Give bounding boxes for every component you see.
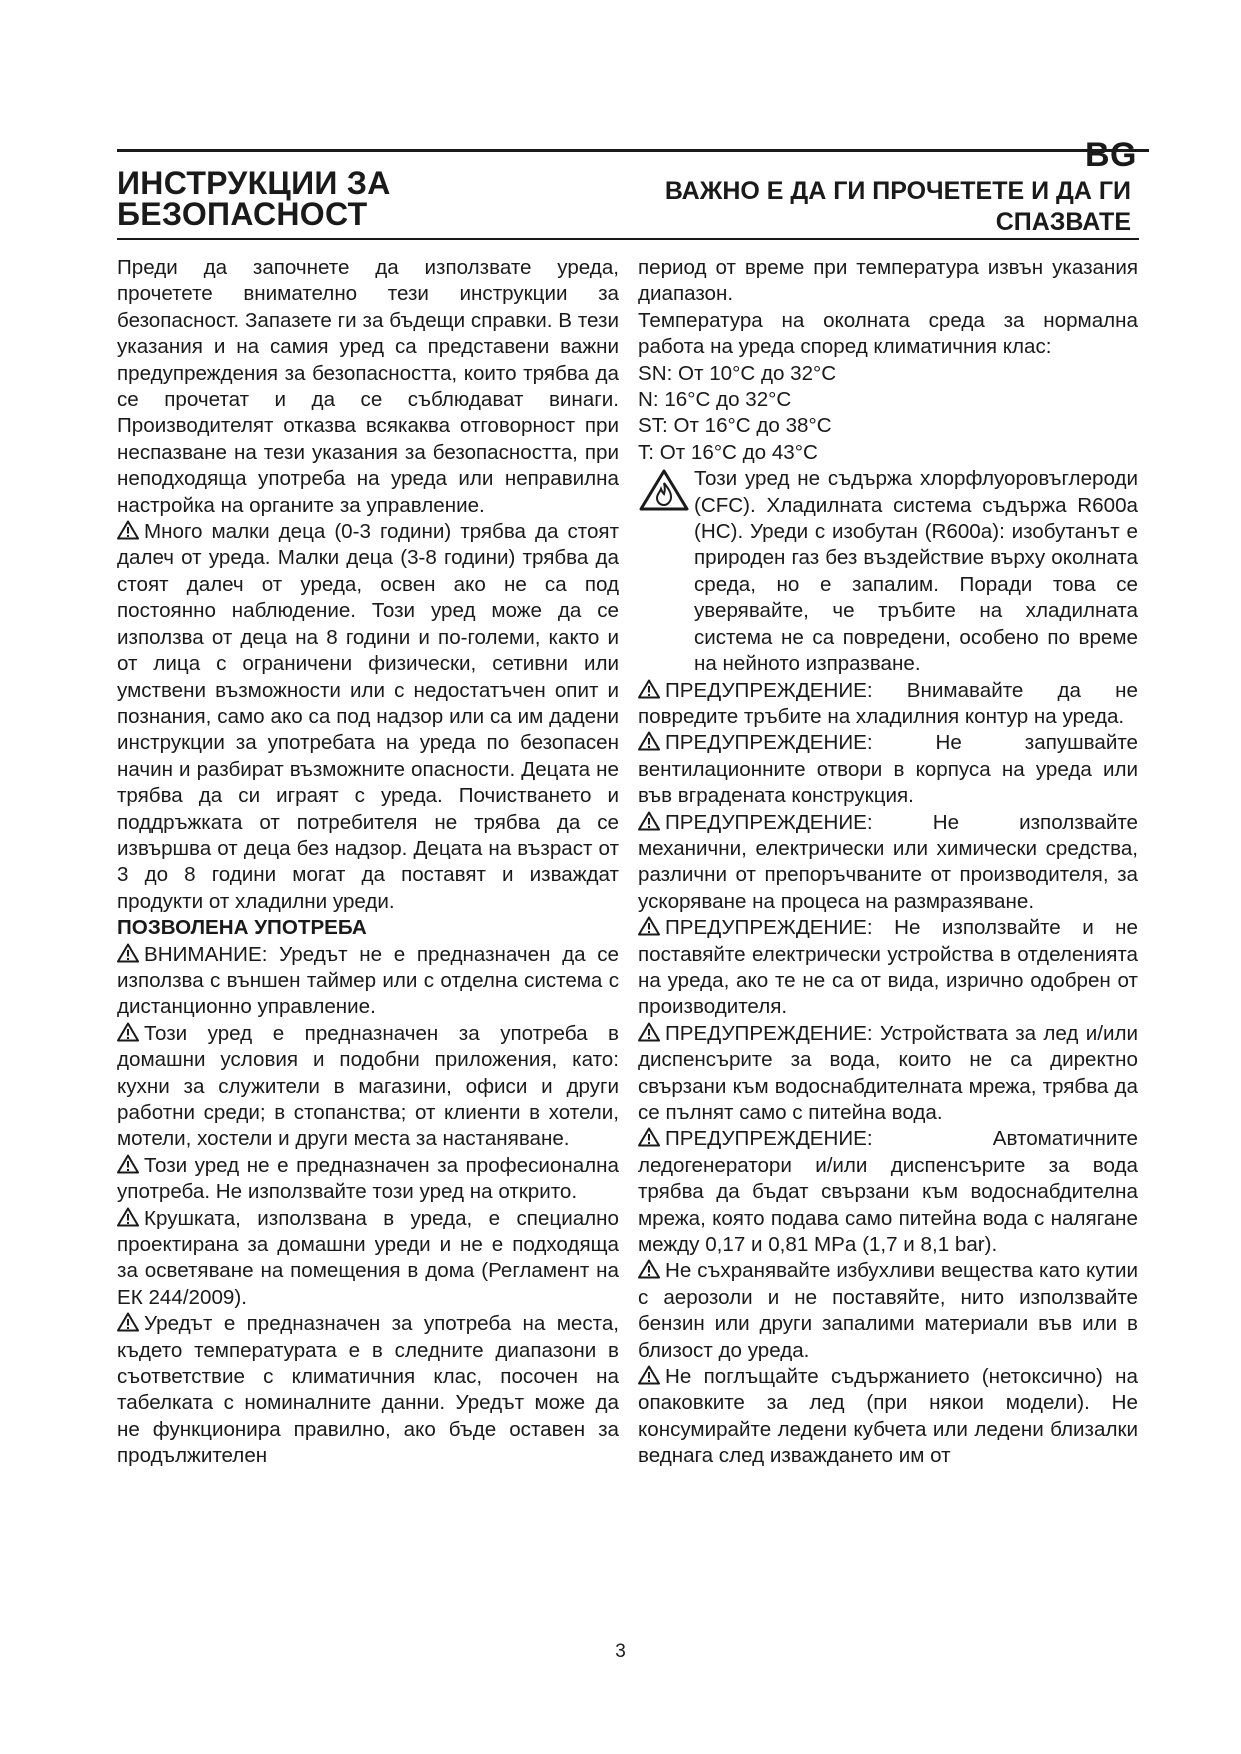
warning-icon	[117, 520, 139, 540]
warning-icon	[117, 1022, 139, 1042]
warning-icon	[638, 1365, 660, 1385]
ice-dispenser-warning: ПРЕДУПРЕЖДЕНИЕ: Устройствата за лед и/или диспенсърите за вода, които не са директно свързани към водоснабдителната мрежа, трябва да се пълнят само с питейна вода.	[638, 1021, 1138, 1124]
warning-icon	[638, 916, 660, 936]
page-number: 3	[615, 1641, 626, 1662]
bulb-warning: Крушката, използвана в уреда, е специално проектирана за домашни уреди и не е подходяща за осветяване на помещения в дома (Регламент на ЕК 244/2009).	[117, 1206, 619, 1309]
flammable-warning-icon	[638, 468, 690, 512]
climate-class-t: T: От 16°C до 43°C	[638, 440, 818, 464]
warning-icon	[117, 943, 139, 963]
climate-class-n: N: 16°C до 32°C	[638, 388, 792, 412]
warning-icon	[638, 679, 660, 699]
explosives-warning: Не съхранявайте избухливи вещества като кутии с аерозоли и не поставяйте, нито използвайте бензин или други запалими материали във или в близост до уреда.	[638, 1259, 1138, 1362]
section-heading: ПОЗВОЛЕНА УПОТРЕБА	[117, 916, 367, 940]
continuation-paragraph: период от време при температура извън указания диапазон.	[638, 256, 1138, 306]
header-rule-top	[117, 149, 1149, 152]
warning-icon	[638, 1127, 660, 1147]
header-rule-bottom	[117, 238, 1139, 240]
temperature-warning: Уредът е предназначен за употреба на места, където температурата е в следните диапазони в съответствие с климатичния клас, посочен на табелката с номиналните данни. Уредът може да не функционира правилно, ако бъде оставен за продължителен	[117, 1312, 619, 1468]
warning-icon	[638, 1022, 660, 1042]
climate-class-sn: SN: От 10°C до 32°C	[638, 361, 837, 385]
electrical-devices-warning: ПРЕДУПРЕЖДЕНИЕ: Не използвайте и не поставяйте електрически устройства в отделенията на уреда, ако те не са от вида, изрично одобрен от производителя.	[638, 916, 1138, 1019]
language-code: BG	[1085, 136, 1137, 174]
warning-icon	[117, 1154, 139, 1174]
intro-paragraph: Преди да започнете да използвате уреда, прочетете внимателно тези инструкции за безопасност. Запазете ги за бъдещи справки. В тези указания и на самия уред са представени важни предупреждения за безопасността, които трябва да се прочетат и да се съблюдават винаги. Производителят отказва всякаква отговорност при неспазване на тези указания за безопасността, при неподходяща употреба на уреда или неправилна настройка на органите за управление.	[117, 256, 619, 517]
water-pressure-warning: ПРЕДУПРЕЖДЕНИЕ: Автоматичните ледогенератори и/или диспенсърите за вода трябва да бъдат свързани към водоснабдителна мрежа, която подава само питейна вода с налягане между 0,17 и 0,81 MPa (1,7 и 8,1 bar).	[638, 1127, 1138, 1257]
ice-pack-warning: Не поглъщайте съдържанието (нетоксично) на опаковките за лед (при някои модели). Не консумирайте ледени кубчета или ледени близалки веднага след изваждането им от	[638, 1365, 1138, 1468]
children-warning: Много малки деца (0-3 години) трябва да стоят далеч от уреда. Малки деца (3-8 години) трябва да стоят далеч от уреда, освен ако не са под постоянно наблюдение. Този уред може да се използва от деца на 8 години и по-големи, както и от лица с ограничени физически, сетивни или умствени възможности или с недостатъчен опит и познания, само ако са под надзор или са им дадени инструкции за употребата на уреда по безопасен начин и разбират възможните опасности. Децата не трябва да си играят с уреда. Почистването и поддръжката от потребителя не трябва да се извършва от деца без надзор. Децата на възраст от 3 до 8 години могат да поставят и изваждат продукти от хладилни уреди.	[117, 520, 619, 913]
flammable-notice: Този уред не съдържа хлорфлуоровъглероди (CFC). Хладилната система съдържа R600a (HC). Уреди с изобутан (R600a): изобутанът е природен газ без въздействие върху околната среда, но е запалим. Поради това се уверявайте, че тръбите на хладилната система не са повредени, особено по време на нейното изпразване.	[638, 466, 1138, 677]
warning-icon	[638, 811, 660, 831]
professional-use-warning: Този уред не е предназначен за професионална употреба. Не използвайте този уред на открито.	[117, 1153, 619, 1204]
domestic-use-warning: Този уред е предназначен за употреба в домашни условия и подобни приложения, като: кухни за служители в магазини, офиси и други работни среди; в стопанства; от клиенти в хотели, мотели, хостели и други места за настаняване.	[117, 1021, 619, 1151]
warning-icon	[638, 1259, 660, 1279]
warning-icon	[117, 1312, 139, 1332]
ventilation-warning: ПРЕДУПРЕЖДЕНИЕ: Не запушвайте вентилационните отвори в корпуса на уреда или във вградената конструкция.	[638, 731, 1138, 808]
warning-icon	[117, 1207, 139, 1227]
timer-warning: ВНИМАНИЕ: Уредът не е предназначен да се използва с външен таймер или с отделна система с дистанционно управление.	[117, 942, 619, 1019]
page-title: ИНСТРУКЦИИ ЗА БЕЗОПАСНОСТ	[117, 165, 391, 232]
warning-icon	[638, 731, 660, 751]
defrost-warning: ПРЕДУПРЕЖДЕНИЕ: Не използвайте механични, електрически или химически средства, различни от препоръчваните от производителя, за ускоряване на процеса на размразяване.	[638, 810, 1138, 913]
right-column	[638, 255, 1138, 1470]
page-subtitle: ВАЖНО Е ДА ГИ ПРОЧЕТЕТЕ И ДА ГИ СПАЗВАТЕ	[664, 177, 1131, 236]
climate-class-st: ST: От 16°C до 38°C	[638, 414, 832, 438]
pipes-warning: ПРЕДУПРЕЖДЕНИЕ: Внимавайте да не повредите тръбите на хладилния контур на уреда.	[638, 678, 1138, 728]
left-column	[117, 255, 619, 1470]
ambient-temperature-intro: Температура на околната среда за нормална работа на уреда според климатичния клас:	[638, 308, 1138, 359]
